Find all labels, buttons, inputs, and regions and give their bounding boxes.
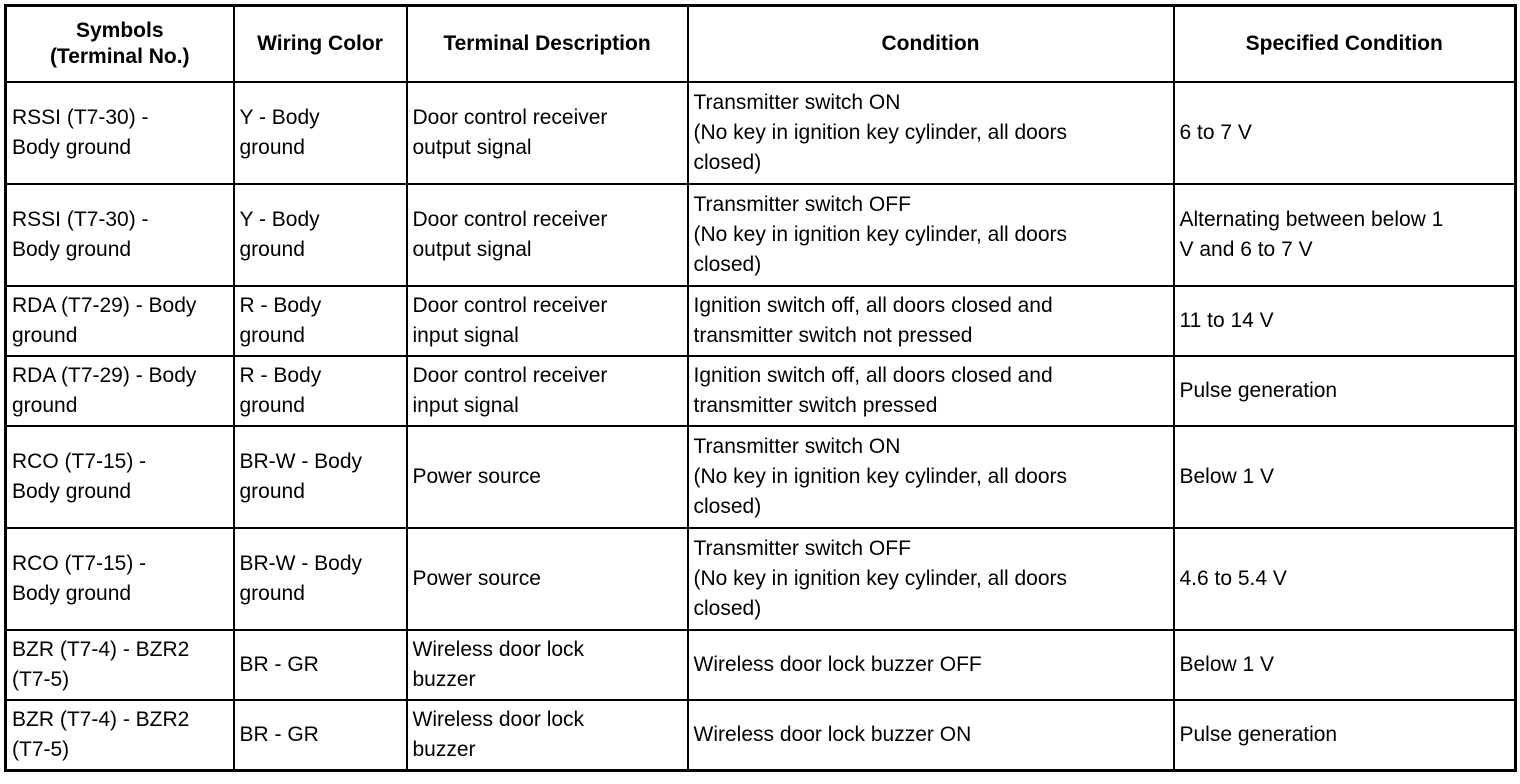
cell-condition: Transmitter switch ON (No key in ignition key cylinder, all doors closed) — [688, 426, 1174, 528]
cell-terminal-description: Power source — [407, 426, 688, 528]
cell-wiring-color: BR - GR — [234, 630, 407, 700]
cell-specified-condition: 11 to 14 V — [1174, 286, 1516, 356]
cell-wiring-color: R - Body ground — [234, 286, 407, 356]
table-row — [6, 700, 1516, 771]
cell-wiring-color: R - Body ground — [234, 356, 407, 426]
cell-condition: Transmitter switch OFF (No key in ignition key cylinder, all doors closed) — [688, 528, 1174, 630]
cell-condition: Transmitter switch ON (No key in ignition key cylinder, all doors closed) — [688, 82, 1174, 184]
cell-specified-condition: 6 to 7 V — [1174, 82, 1516, 184]
header-symbols: Symbols (Terminal No.) — [6, 6, 234, 83]
cell-terminal-description: Door control receiver output signal — [407, 82, 688, 184]
cell-condition: Ignition switch off, all doors closed and transmitter switch not pressed — [688, 286, 1174, 356]
cell-symbols: RSSI (T7-30) - Body ground — [6, 184, 234, 286]
table-row — [6, 630, 1516, 700]
cell-symbols: BZR (T7-4) - BZR2 (T7-5) — [6, 630, 234, 700]
cell-wiring-color: BR - GR — [234, 700, 407, 771]
cell-symbols: BZR (T7-4) - BZR2 (T7-5) — [6, 700, 234, 771]
cell-wiring-color: Y - Body ground — [234, 82, 407, 184]
cell-condition: Ignition switch off, all doors closed and transmitter switch pressed — [688, 356, 1174, 426]
header-condition: Condition — [688, 6, 1174, 83]
table-row — [6, 184, 1516, 286]
cell-specified-condition: Pulse generation — [1174, 700, 1516, 771]
cell-specified-condition: Below 1 V — [1174, 630, 1516, 700]
table-row — [6, 82, 1516, 184]
table-row — [6, 528, 1516, 630]
header-specified-condition: Specified Condition — [1174, 6, 1516, 83]
header-terminal-description: Terminal Description — [407, 6, 688, 83]
cell-terminal-description: Power source — [407, 528, 688, 630]
cell-symbols: RDA (T7-29) - Body ground — [6, 356, 234, 426]
cell-condition: Wireless door lock buzzer OFF — [688, 630, 1174, 700]
table-row — [6, 426, 1516, 528]
cell-condition: Wireless door lock buzzer ON — [688, 700, 1174, 771]
table-row — [6, 356, 1516, 426]
terminal-spec-table-container — [4, 4, 1514, 772]
header-wiring-color: Wiring Color — [234, 6, 407, 83]
cell-wiring-color: BR-W - Body ground — [234, 426, 407, 528]
cell-terminal-description: Wireless door lock buzzer — [407, 700, 688, 771]
cell-terminal-description: Door control receiver output signal — [407, 184, 688, 286]
cell-terminal-description: Door control receiver input signal — [407, 356, 688, 426]
cell-terminal-description: Wireless door lock buzzer — [407, 630, 688, 700]
cell-wiring-color: BR-W - Body ground — [234, 528, 407, 630]
cell-symbols: RDA (T7-29) - Body ground — [6, 286, 234, 356]
cell-symbols: RCO (T7-15) - Body ground — [6, 426, 234, 528]
cell-symbols: RCO (T7-15) - Body ground — [6, 528, 234, 630]
cell-specified-condition: 4.6 to 5.4 V — [1174, 528, 1516, 630]
terminal-spec-table — [4, 4, 1517, 772]
cell-wiring-color: Y - Body ground — [234, 184, 407, 286]
table-header-row — [6, 6, 1516, 83]
cell-specified-condition: Pulse generation — [1174, 356, 1516, 426]
cell-specified-condition: Alternating between below 1 V and 6 to 7 V — [1174, 184, 1516, 286]
cell-specified-condition: Below 1 V — [1174, 426, 1516, 528]
cell-terminal-description: Door control receiver input signal — [407, 286, 688, 356]
cell-condition: Transmitter switch OFF (No key in ignition key cylinder, all doors closed) — [688, 184, 1174, 286]
table-row — [6, 286, 1516, 356]
cell-symbols: RSSI (T7-30) - Body ground — [6, 82, 234, 184]
